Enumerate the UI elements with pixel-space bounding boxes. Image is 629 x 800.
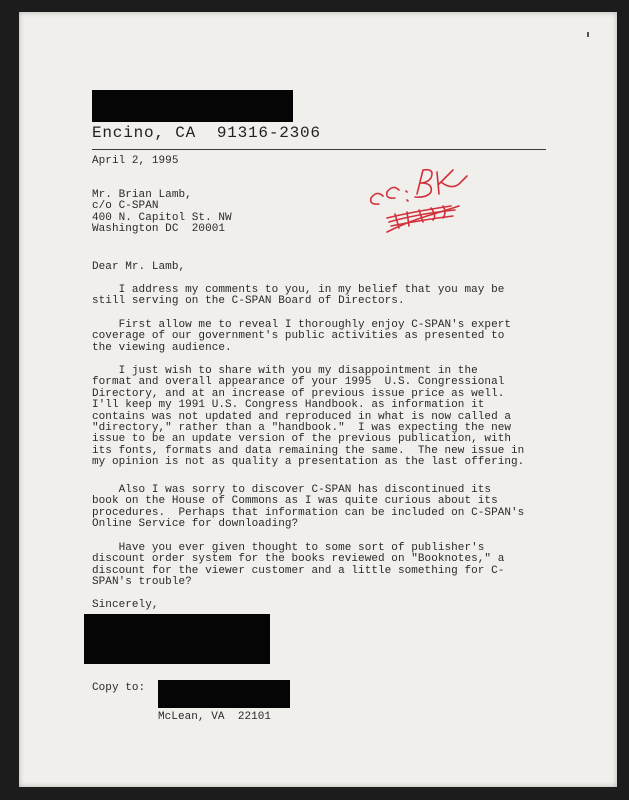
redacted-sender-name bbox=[92, 90, 293, 122]
copy-to-address: McLean, VA 22101 bbox=[158, 711, 272, 723]
recipient-line: Mr. Brian Lamb, bbox=[92, 189, 192, 201]
body-line: still serving on the C-SPAN Board of Directors. bbox=[92, 295, 405, 308]
body-line: procedures. Perhaps that information can be included on C-SPAN's bbox=[92, 506, 525, 519]
body-line: issue to be an update version of the previous publication, with bbox=[92, 433, 512, 446]
recipient-address bbox=[92, 190, 232, 236]
recipient-line: c/o C-SPAN bbox=[92, 200, 159, 213]
body-line: First allow me to reveal I thoroughly enjoy C-SPAN's expert bbox=[92, 319, 512, 331]
body-line: "directory," rather than a "handbook." I was expecting the new bbox=[92, 421, 512, 434]
body-paragraph bbox=[92, 485, 524, 531]
redacted-copy-recipient bbox=[158, 680, 290, 708]
body-line: the viewing audience. bbox=[92, 341, 232, 354]
body-line: Also I was sorry to discover C-SPAN has discontinued its bbox=[92, 484, 492, 496]
letterhead-city: Encino, CA 91316-2306 bbox=[92, 124, 321, 142]
recipient-line: Washington DC 20001 bbox=[92, 223, 226, 236]
body-line: book on the House of Commons as I was quite curious about its bbox=[92, 495, 498, 508]
closing: Sincerely, bbox=[92, 599, 159, 611]
body-line: discount for the viewer customer and a little something for C- bbox=[92, 564, 505, 577]
letter-date: April 2, 1995 bbox=[92, 155, 179, 167]
body-line: my opinion is not as quality a presentation as the last offering. bbox=[92, 456, 525, 469]
body-line: Online Service for downloading? bbox=[92, 518, 299, 531]
body-line: I'll keep my 1991 U.S. Congress Handbook. as information it bbox=[92, 399, 485, 412]
recipient-line: 400 N. Capitol St. NW bbox=[92, 211, 232, 224]
redacted-signature bbox=[84, 614, 270, 664]
handwritten-cc-note bbox=[365, 160, 475, 240]
scan-border bbox=[0, 0, 629, 12]
letterhead-rule bbox=[92, 149, 546, 150]
body-paragraph bbox=[92, 285, 504, 308]
body-paragraph bbox=[92, 320, 511, 354]
body-line: I address my comments to you, in my belief that you may be bbox=[92, 284, 505, 296]
body-line: coverage of our government's public activities as presented to bbox=[92, 330, 505, 343]
body-line: contains was not updated and reproduced in what is now called a bbox=[92, 410, 512, 423]
body-line: SPAN's trouble? bbox=[92, 576, 192, 589]
copy-to-label: Copy to: bbox=[92, 682, 146, 694]
body-line: Directory, and at an increase of previous issue price as well. bbox=[92, 387, 505, 400]
body-paragraph bbox=[92, 366, 524, 469]
body-line: Have you ever given thought to some sort of publisher's bbox=[92, 542, 485, 554]
body-line: its fonts, formats and data remaining the same. The new issue in bbox=[92, 444, 525, 457]
body-line: format and overall appearance of your 1995 U.S. Congressional bbox=[92, 376, 505, 389]
body-line: discount order system for the books reviewed on "Booknotes," a bbox=[92, 553, 505, 566]
body-paragraph bbox=[92, 543, 504, 589]
salutation: Dear Mr. Lamb, bbox=[92, 261, 186, 273]
scan-speck bbox=[587, 32, 589, 37]
body-line: I just wish to share with you my disappointment in the bbox=[92, 365, 478, 377]
